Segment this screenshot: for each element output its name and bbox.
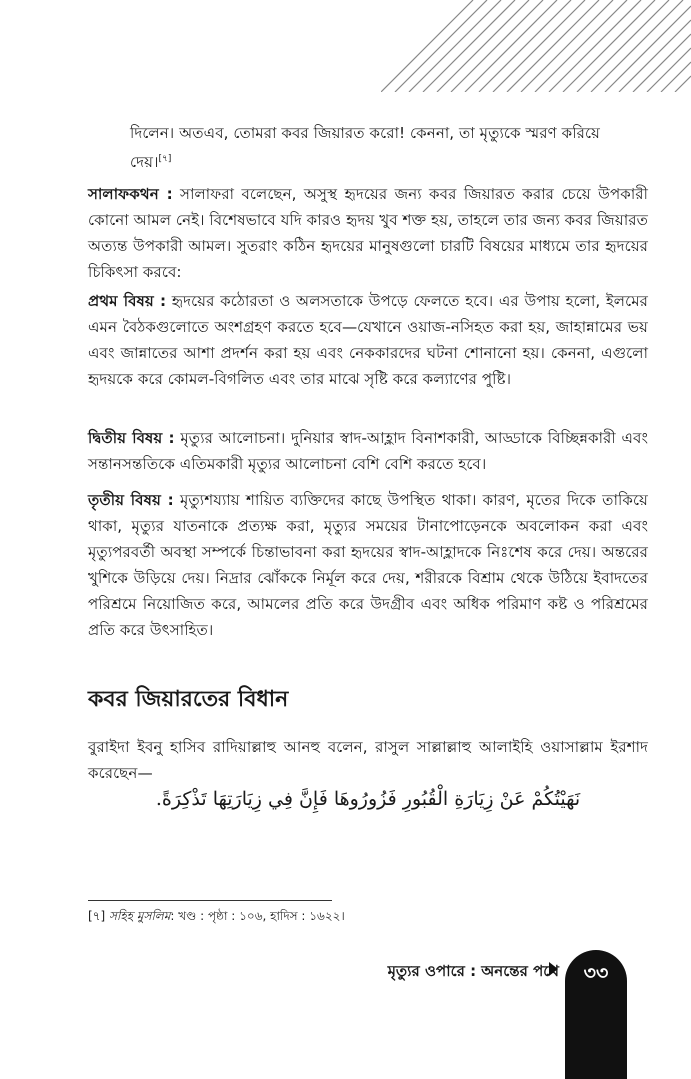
quote-footnote-ref: [৭]: [158, 154, 172, 164]
third-point-text: মৃত্যুশয্যায় শায়িত ব্যক্তিদের কাছে উপস্থিত থাকা। কারণ, মৃতের দিকে তাকিয়ে থাকা, মৃত্যুর যাতনাকে প্রত্যক্ষ করা, মৃত্যুর সময়ের টানাপোড়েনকে অবলোকন করা এবং মৃত্যুপরবর্তী অবস্থা সম্পর্কে চিন্তাভাবনা করা হৃদয়ের স্বাদ-আহ্লাদকে নিঃশেষ করে দেয়। অন্তরের খুশিকে উড়িয়ে দেয়। নিদ্রার ঝোঁককে নির্মূল করে দেয়, শরীরকে বিশ্রাম থেকে উঠিয়ে ইবাদতের পরিশ্রমে নিয়োজিত করে, আমলের প্রতি করে উদগ্রীব এবং অধিক পরিমাণ কষ্ট ও পরিশ্রমের প্রতি করে উৎসাহিত।: [88, 491, 648, 639]
footnote: [88, 906, 345, 926]
second-point-paragraph: [88, 425, 648, 477]
second-point-label: দ্বিতীয় বিষয় :: [88, 429, 175, 447]
first-point-text: হৃদয়ের কঠোরতা ও অলসতাকে উপড়ে ফেলতে হবে। এর উপায় হলো, ইলমের এমন বৈঠকগুলোতে অংশগ্রহণ করতে হবে—যেখানে ওয়াজ-নসিহত করা হয়, জাহান্নামের ভয় এবং জান্নাতের আশা প্রদর্শন করা হয় এবং নেককারদের ঘটনা শোনানো হয়। কেননা, এগুলো হৃদয়কে করে কোমল-বিগলিত এবং তার মাঝে সৃষ্টি করে কল্যাণের পুষ্টি।: [88, 292, 649, 388]
second-point-text: মৃত্যুর আলোচনা। দুনিয়ার স্বাদ-আহ্লাদ বিনাশকারী, আড্ডাকে বিচ্ছিন্নকারী এবং সন্তানসন্ততিকে এতিমকারী মৃত্যুর আলোচনা বেশি বেশি করতে হবে।: [88, 429, 648, 473]
footnote-detail: : খণ্ড : পৃষ্ঠা : ১০৬, হাদিস : ১৬২২।: [170, 909, 345, 923]
footnote-divider: [88, 900, 332, 901]
arrow-right-icon: [549, 962, 558, 976]
footnote-ref: [৭]: [88, 909, 106, 923]
page-number: ৩৩: [583, 962, 609, 984]
first-point-label: প্রথম বিষয় :: [88, 292, 167, 310]
arabic-hadith: نَهَيْتُكُمْ عَنْ زِيَارَةِ الْقُبُورِ فَزُورُوهَا فَإِنَّ فِي زِيَارَتِهَا تَذْكِرَةً.: [155, 788, 581, 810]
quote-continuation: [130, 120, 600, 175]
salaf-paragraph: [88, 181, 648, 285]
first-point-paragraph: [88, 288, 648, 392]
third-point-label: তৃতীয় বিষয় :: [88, 491, 174, 509]
footnote-source: সহিহ মুসলিম: [109, 909, 171, 923]
salaf-text: সালাফরা বলেছেন, অসুস্থ হৃদয়ের জন্য কবর জিয়ারত করার চেয়ে উপকারী কোনো আমল নেই। বিশেষভাবে যদি কারও হৃদয় খুব শক্ত হয়, তাহলে তার জন্য কবর জিয়ারত অত্যন্ত উপকারী আমল। সুতরাং কঠিন হৃদয়ের মানুষগুলো চারটি বিষয়ের মাধ্যমে তার হৃদয়ের চিকিৎসা করবে:: [88, 185, 648, 281]
hadith-intro: বুরাইদা ইবনু হাসিব রাদিয়াল্লাহু আনহু বলেন, রাসুল সাল্লাল্লাহু আলাইহি ওয়াসাল্লাম ইরশাদ করেছেন—: [88, 738, 648, 782]
quote-text: দিলেন। অতএব, তোমরা কবর জিয়ারত করো! কেননা, তা মৃত্যুকে স্মরণ করিয়ে দেয়।: [130, 124, 600, 172]
running-title: মৃত্যুর ওপারে : অনন্তের পথে: [387, 962, 559, 980]
salaf-label: সালাফকথন :: [88, 185, 173, 203]
third-point-paragraph: [88, 487, 648, 643]
section-heading: কবর জিয়ারতের বিধান: [88, 687, 289, 712]
decorative-hatch-pattern: [381, 0, 691, 92]
